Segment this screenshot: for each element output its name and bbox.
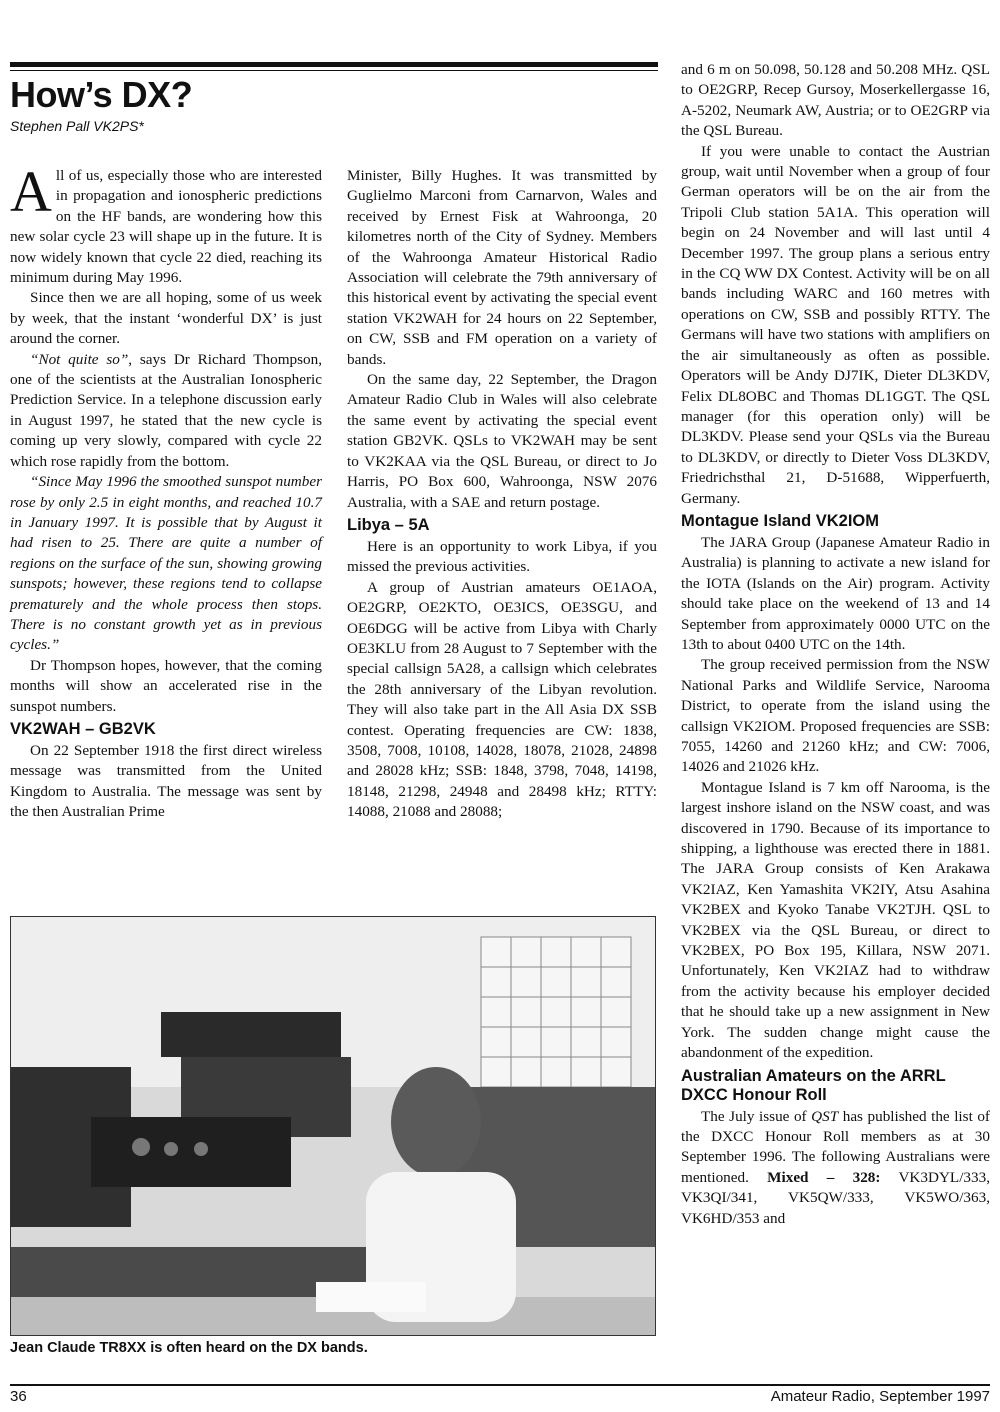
- paragraph: Montague Island is 7 km off Narooma, is the largest inshore island on the NSW coast, and was discovered in 1790. Because of its importance to shipping, a lighthouse was erected there in 1881. The JARA Group consists of Ken Arakawa VK2IAZ, Ken Yamashita VK2IY, Atsu Asahina VK2BEX and Kyoko Tanabe VK2TJH. QSL to VK2BEX via the QSL Bureau, or direct to VK2BEX, PO Box 195, Killara, NSW 2071. Unfortunately, Ken VK2IAZ had to withdraw from the activity because his employer decided that he should take up a new assignment in New York. The sudden change might cause the abandonment of the expedition.: [681, 778, 990, 1062]
- paragraph-text: , says Dr Richard Thompson, one of the scientists at the Australian Ionospheric Prediction Service. In a telephone discussion early in August 1997, he stated that the new cycle is coming up very slowly, compared with cycle 22 which rose rapidly from the bottom.: [10, 350, 322, 470]
- paragraph: The JARA Group (Japanese Amateur Radio in Australia) is planning to activate a new island for the IOTA (Islands on the Air) program. Activity should take place on the weekend of 13 and 14 September from approximately 0000 UTC on the 13th to about 0400 UTC on the 14th.: [681, 533, 990, 653]
- column-3: [681, 60, 990, 1229]
- drop-cap: A: [10, 159, 52, 224]
- paragraph: If you were unable to contact the Austrian group, wait until November when a group of four German operators will be on the air from the Tripoli Club station 5A1A. This operation will begin on 24 November and will last until 4 December 1997. The group plans a serious entry in the CQ WW DX Contest. Activity will be on all bands including WARC and 160 metres with operations on CW, SSB and possibly RTTY. The Germans will have two stations with amplifiers on the air simultaneously as often as possible. Operators will be Andy DJ7IK, Dieter DL3KDV, Felix DL8OBC and Thomas DL1GGT. The QSL manager (for this operation only) will be DL3KDV. Please send your QSLs via the Bureau to DL3KDV, or directly to Dieter Voss DL3KDV, Friedrichsthal 21, D-51688, Wipperfuerth, Germany.: [681, 142, 990, 507]
- page-number: 36: [10, 1388, 27, 1405]
- paragraph: On 22 September 1918 the first direct wireless message was transmitted from the United Kingdom to Australia. The message was sent by the then Australian Prime: [10, 741, 322, 821]
- paragraph: A group of Austrian amateurs OE1AOA, OE2GRP, OE2KTO, OE3ICS, OE3SGU, and OE6DGG will be active from Libya with Charly OE3KLU from 28 August to 7 September with the special callsign 5A28, a callsign which celebrates the 28th anniversary of the Libyan revolution. They will also take part in the All Asia DX SSB contest. Operating frequencies are CW: 1838, 3508, 7008, 10108, 14028, 18078, 21028, 24898 and 28028 kHz; SSB: 1848, 3798, 7048, 14198, 18148, 21298, 24948 and 28498 kHz; RTTY: 14088, 21088 and 28088;: [347, 578, 657, 821]
- paragraph: [10, 350, 322, 472]
- top-rule-thick: [10, 62, 658, 67]
- section-heading-arrl: Australian Amateurs on the ARRL DXCC Honour Roll: [681, 1066, 946, 1104]
- photo-illustration: [11, 917, 656, 1336]
- intro-paragraph: [10, 159, 322, 288]
- paragraph: Here is an opportunity to work Libya, if you missed the previous activities.: [347, 537, 657, 576]
- section-heading-libya: Libya – 5A: [347, 515, 430, 534]
- intro-text: ll of us, especially those who are interested in propagation and ionospheric predictions on the HF bands, are wondering how this new solar cycle 23 will shape up in the future. It is now widely known that cycle 22 died, reaching its minimum during May 1996.: [10, 167, 322, 287]
- paragraph: [681, 1107, 990, 1229]
- qst-title: QST: [811, 1107, 839, 1125]
- text: The July issue of: [701, 1107, 812, 1125]
- footer-rule: [10, 1384, 990, 1386]
- paragraph: Since then we are all hoping, some of us week by week, that the instant ‘wonderful DX’ is just around the corner.: [10, 289, 322, 348]
- paragraph: Minister, Billy Hughes. It was transmitted by Guglielmo Marconi from Carnarvon, Wales and received by Ernest Fisk at Wahroonga, 20 kilometres north of the City of Sydney. Members of the Wahroonga Amateur Historical Radio Association will celebrate the 79th anniversary of this historical event by activating the special event station VK2WAH for 24 hours on 22 September, on CW, SSB and FM operation on a variety of bands.: [347, 167, 657, 368]
- column-2: [347, 166, 657, 823]
- text: has published the list of the DXCC Honour Roll members as at 30 September 1996. The following Australians were mentioned.: [681, 1107, 990, 1186]
- column-1: [10, 159, 322, 823]
- photo-operator-at-station: [10, 916, 656, 1336]
- paragraph: Dr Thompson hopes, however, that the coming months will show an accelerated rise in the sunspot numbers.: [10, 656, 322, 715]
- sunspot-quote: “Since May 1996 the smoothed sunspot number rose by only 2.5 in eight months, and reached 10.7 in January 1997. It is possible that by August it had risen to 25. There are quite a number of regions on the surface of the sun, showing growing sunspots; however, these regions tend to collapse prematurely and the whole process then stops. There is no constant growth yet as in previous cycles.”: [10, 473, 322, 654]
- publication-footer: Amateur Radio, September 1997: [770, 1388, 990, 1405]
- photo-caption: Jean Claude TR8XX is often heard on the DX bands.: [10, 1340, 368, 1356]
- top-rule-thin: [10, 70, 658, 71]
- article-title: How’s DX?: [10, 74, 193, 115]
- article-byline: Stephen Pall VK2PS*: [10, 118, 144, 134]
- section-heading-montague: Montague Island VK2IOM: [681, 511, 880, 530]
- text: VK3DYL/333, VK3QI/341, VK5QW/333, VK5WO/363, VK6HD/353 and: [681, 1168, 990, 1227]
- quote-not-quite-so: “Not quite so”: [30, 350, 129, 368]
- mixed-label: Mixed – 328:: [767, 1168, 881, 1186]
- paragraph: On the same day, 22 September, the Dragon Amateur Radio Club in Wales will also celebrate the same event by activating the special event station GB2VK. QSLs to VK2WAH may be sent to VK2KAA via the QSL Bureau, or direct to Jo Harris, PO Box 600, Wahroonga, NSW 2076 Australia, with a SAE and return postage.: [347, 371, 657, 511]
- paragraph: and 6 m on 50.098, 50.128 and 50.208 MHz. QSL to OE2GRP, Recep Gursoy, Moserkellergasse 16, A-5202, Neumark AW, Austria; or to OE2GRP via the QSL Bureau.: [681, 61, 990, 140]
- paragraph: The group received permission from the NSW National Parks and Wildlife Service, Narooma District, to operate from the island using the callsign VK2IOM. Proposed frequencies are SSB: 7055, 14260 and 21260 kHz; and CW: 7006, 14026 and 21026 kHz.: [681, 656, 990, 776]
- section-heading-vk2wah: VK2WAH – GB2VK: [10, 719, 156, 738]
